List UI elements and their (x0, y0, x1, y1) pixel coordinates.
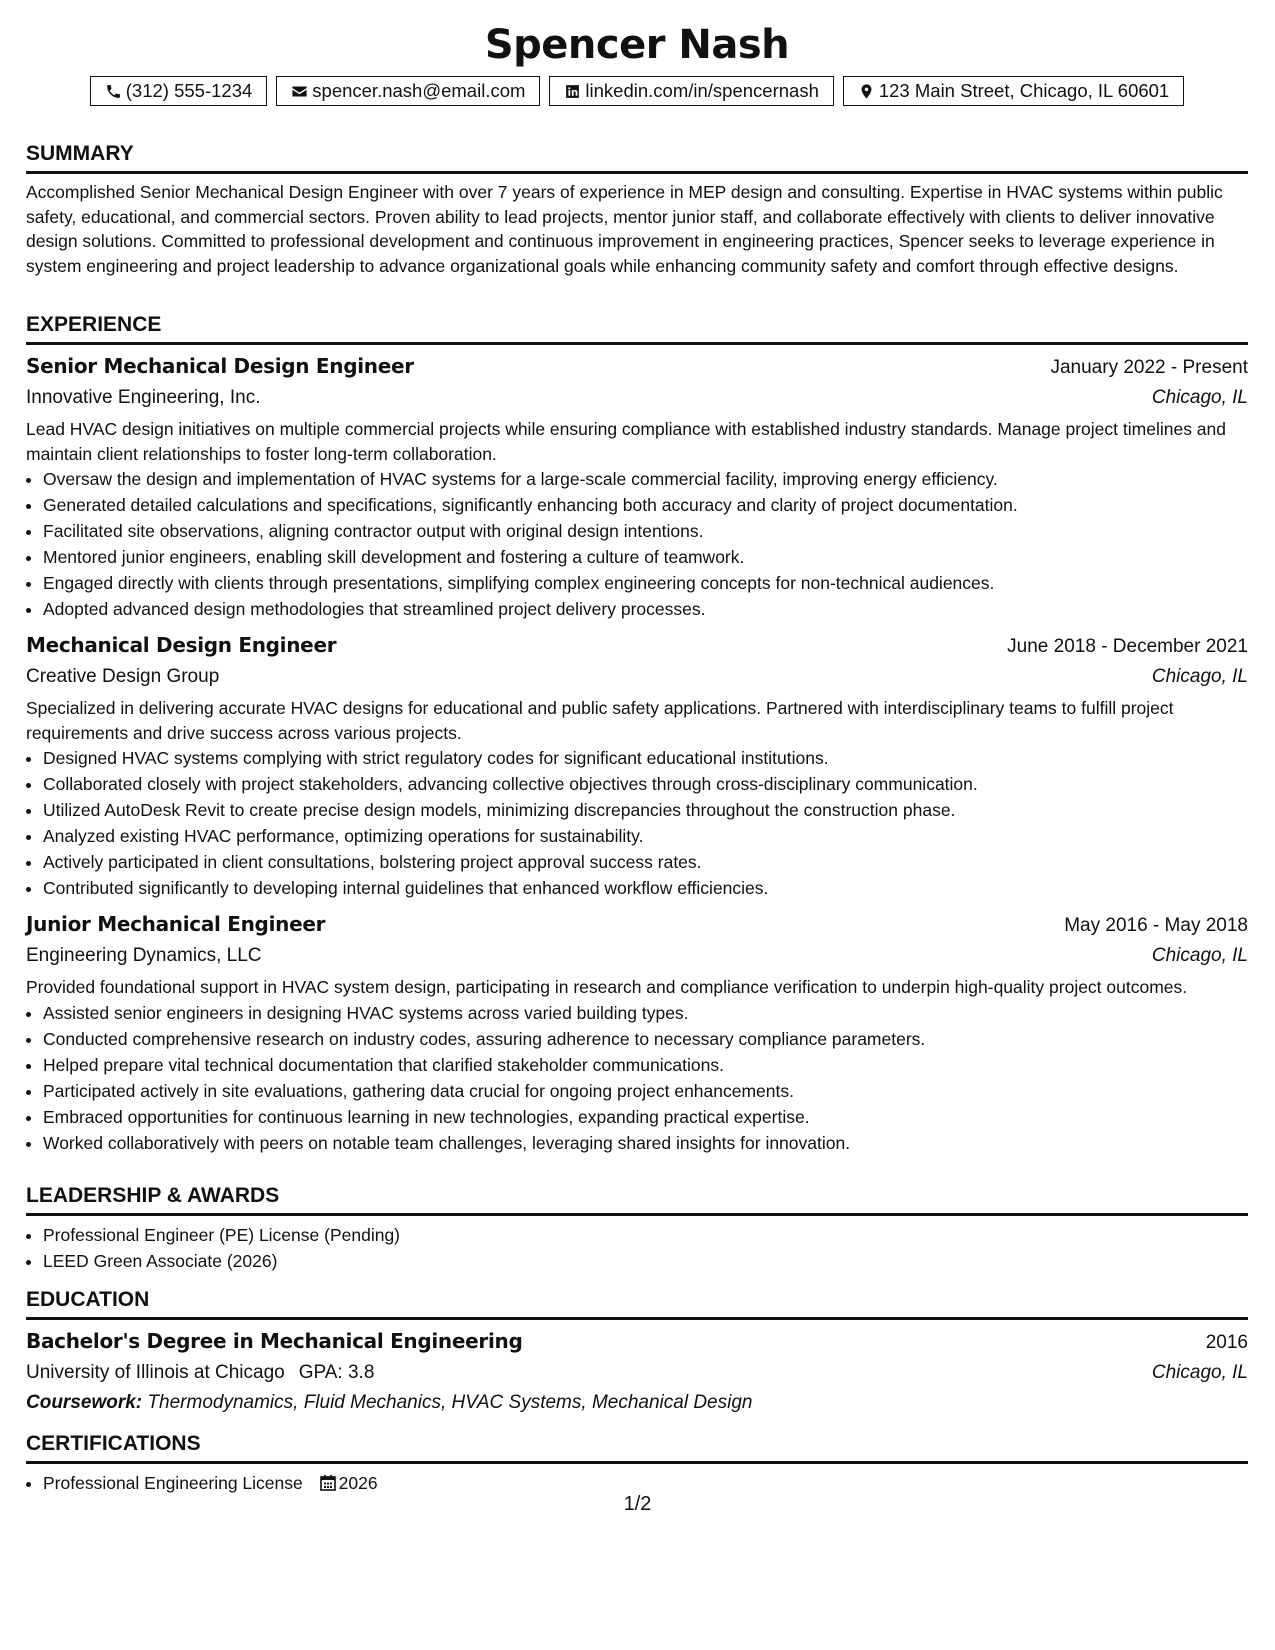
list-item: • Adopted advanced design methodologies that streamlined project delivery processes. (43, 596, 1248, 622)
experience-section (26, 312, 1248, 1164)
list-item: • Utilized AutoDesk Revit to create precise design models, minimizing discrepancies throughout the construction phase. (43, 797, 1248, 823)
envelope-icon (291, 83, 308, 100)
job-company: Innovative Engineering, Inc. (26, 387, 261, 408)
linkedin-text: linkedin.com/in/spencernash (585, 80, 819, 101)
school-location: Chicago, IL (1151, 1362, 1248, 1383)
job-title: Mechanical Design Engineer (26, 633, 337, 657)
job-bullets (26, 466, 1248, 622)
email-text: spencer.nash@email.com (312, 80, 526, 101)
degree-year: 2016 (1205, 1332, 1248, 1353)
job-title: Senior Mechanical Design Engineer (26, 354, 414, 378)
coursework-text: Thermodynamics, Fluid Mechanics, HVAC Systems, Mechanical Design (147, 1392, 753, 1413)
calendar-icon (320, 1474, 336, 1491)
summary-heading: SUMMARY (26, 141, 1248, 174)
list-item: • Professional Engineer (PE) License (Pending) (43, 1222, 1248, 1248)
linkedin-icon (564, 83, 581, 100)
job-dates: May 2016 - May 2018 (1064, 915, 1248, 936)
list-item: • Participated actively in site evaluations, gathering data crucial for ongoing project enhancements. (43, 1078, 1248, 1104)
job-company: Creative Design Group (26, 666, 220, 687)
job-title: Junior Mechanical Engineer (26, 912, 326, 936)
map-marker-icon (858, 83, 875, 100)
list-item: • Designed HVAC systems complying with strict regulatory codes for significant educational institutions. (43, 745, 1248, 771)
job-bullets (26, 1000, 1248, 1156)
certification-year: 2026 (338, 1473, 378, 1493)
education-heading: EDUCATION (26, 1287, 1248, 1320)
list-item: • Contributed significantly to developing internal guidelines that enhanced workflow efficiencies. (43, 875, 1248, 901)
gpa-value: GPA: 3.8 (298, 1362, 375, 1383)
list-item: • Worked collaboratively with peers on notable team challenges, leveraging shared insights for innovation. (43, 1130, 1248, 1156)
candidate-name: Spencer Nash (484, 22, 790, 68)
leadership-list (26, 1222, 1248, 1274)
phone-text: (312) 555-1234 (125, 80, 253, 101)
job-description: Specialized in delivering accurate HVAC designs for educational and public safety applications. Partnered with interdisciplinary teams to fulfill project requirements and drive success across various projects. (26, 698, 1174, 743)
certifications-section (26, 1431, 1248, 1496)
contact-email[interactable] (276, 76, 540, 106)
list-item: • Engaged directly with clients through presentations, simplifying complex engineering concepts for non-technical audiences. (43, 570, 1248, 596)
summary-section (26, 141, 1248, 278)
list-item: • Analyzed existing HVAC performance, optimizing operations for sustainability. (43, 823, 1248, 849)
list-item: • Conducted comprehensive research on industry codes, assuring adherence to necessary compliance parameters. (43, 1026, 1248, 1052)
list-item: • Oversaw the design and implementation of HVAC systems for a large-scale commercial facility, improving energy efficiency. (43, 466, 1248, 492)
leadership-heading: LEADERSHIP & AWARDS (26, 1183, 1248, 1216)
school-line (26, 1358, 374, 1388)
contact-linkedin[interactable] (549, 76, 833, 106)
job-entry (26, 351, 1248, 622)
job-description: Lead HVAC design initiatives on multiple commercial projects while ensuring compliance with established industry standards. Manage project timelines and maintain client relationships to foster long-term collaboration. (26, 419, 1226, 464)
school-name: University of Illinois at Chicago (26, 1362, 285, 1383)
certification-name: Professional Engineering License (43, 1473, 303, 1493)
certifications-heading: CERTIFICATIONS (26, 1431, 1248, 1464)
job-location: Chicago, IL (1151, 666, 1248, 687)
coursework-line (26, 1388, 1248, 1418)
coursework-label: Coursework: (26, 1392, 143, 1413)
job-entry (26, 630, 1248, 901)
phone-icon (105, 83, 122, 100)
list-item: • Actively participated in client consultations, bolstering project approval success rates. (43, 849, 1248, 875)
education-section (26, 1287, 1248, 1418)
job-dates: January 2022 - Present (1050, 357, 1248, 378)
list-item: • Collaborated closely with project stakeholders, advancing collective objectives through cross-disciplinary communication. (43, 771, 1248, 797)
page-number: 1/2 (623, 1493, 652, 1515)
list-item: • Embraced opportunities for continuous learning in new technologies, expanding practical expertise. (43, 1104, 1248, 1130)
experience-heading: EXPERIENCE (26, 312, 1248, 345)
contact-address[interactable] (843, 76, 1184, 106)
job-bullets (26, 745, 1248, 901)
address-text: 123 Main Street, Chicago, IL 60601 (878, 80, 1170, 101)
job-entry (26, 909, 1248, 1156)
list-item: • LEED Green Associate (2026) (43, 1248, 1248, 1274)
list-item: • Helped prepare vital technical documentation that clarified stakeholder communications. (43, 1052, 1248, 1078)
list-item: • Mentored junior engineers, enabling skill development and fostering a culture of teamwork. (43, 544, 1248, 570)
degree-title: Bachelor's Degree in Mechanical Engineering (26, 1329, 523, 1353)
job-location: Chicago, IL (1151, 387, 1248, 408)
list-item: • Assisted senior engineers in designing HVAC systems across varied building types. (43, 1000, 1248, 1026)
summary-text: Accomplished Senior Mechanical Design Engineer with over 7 years of experience in MEP design and consulting. Expertise in HVAC systems within public safety, educational, and commercial sectors. Proven ability to lead projects, mentor junior staff, and collaborate effectively with clients to deliver innovative design solutions. Committed to professional development and continuous improvement in engineering practices, Spencer seeks to leverage experience in system engineering and project leadership to advance organizational goals while enhancing community safety and comfort through effective designs. (26, 182, 1223, 276)
contact-phone[interactable] (90, 76, 268, 106)
list-item: • Generated detailed calculations and specifications, significantly enhancing both accuracy and clarity of project documentation. (43, 492, 1248, 518)
job-company: Engineering Dynamics, LLC (26, 945, 262, 966)
leadership-section (26, 1183, 1248, 1274)
job-description: Provided foundational support in HVAC system design, participating in research and compliance verification to underpin high-quality project outcomes. (26, 977, 1188, 997)
contact-bar (26, 76, 1248, 106)
job-location: Chicago, IL (1151, 945, 1248, 966)
job-dates: June 2018 - December 2021 (1007, 636, 1248, 657)
list-item: • Facilitated site observations, aligning contractor output with original design intentions. (43, 518, 1248, 544)
